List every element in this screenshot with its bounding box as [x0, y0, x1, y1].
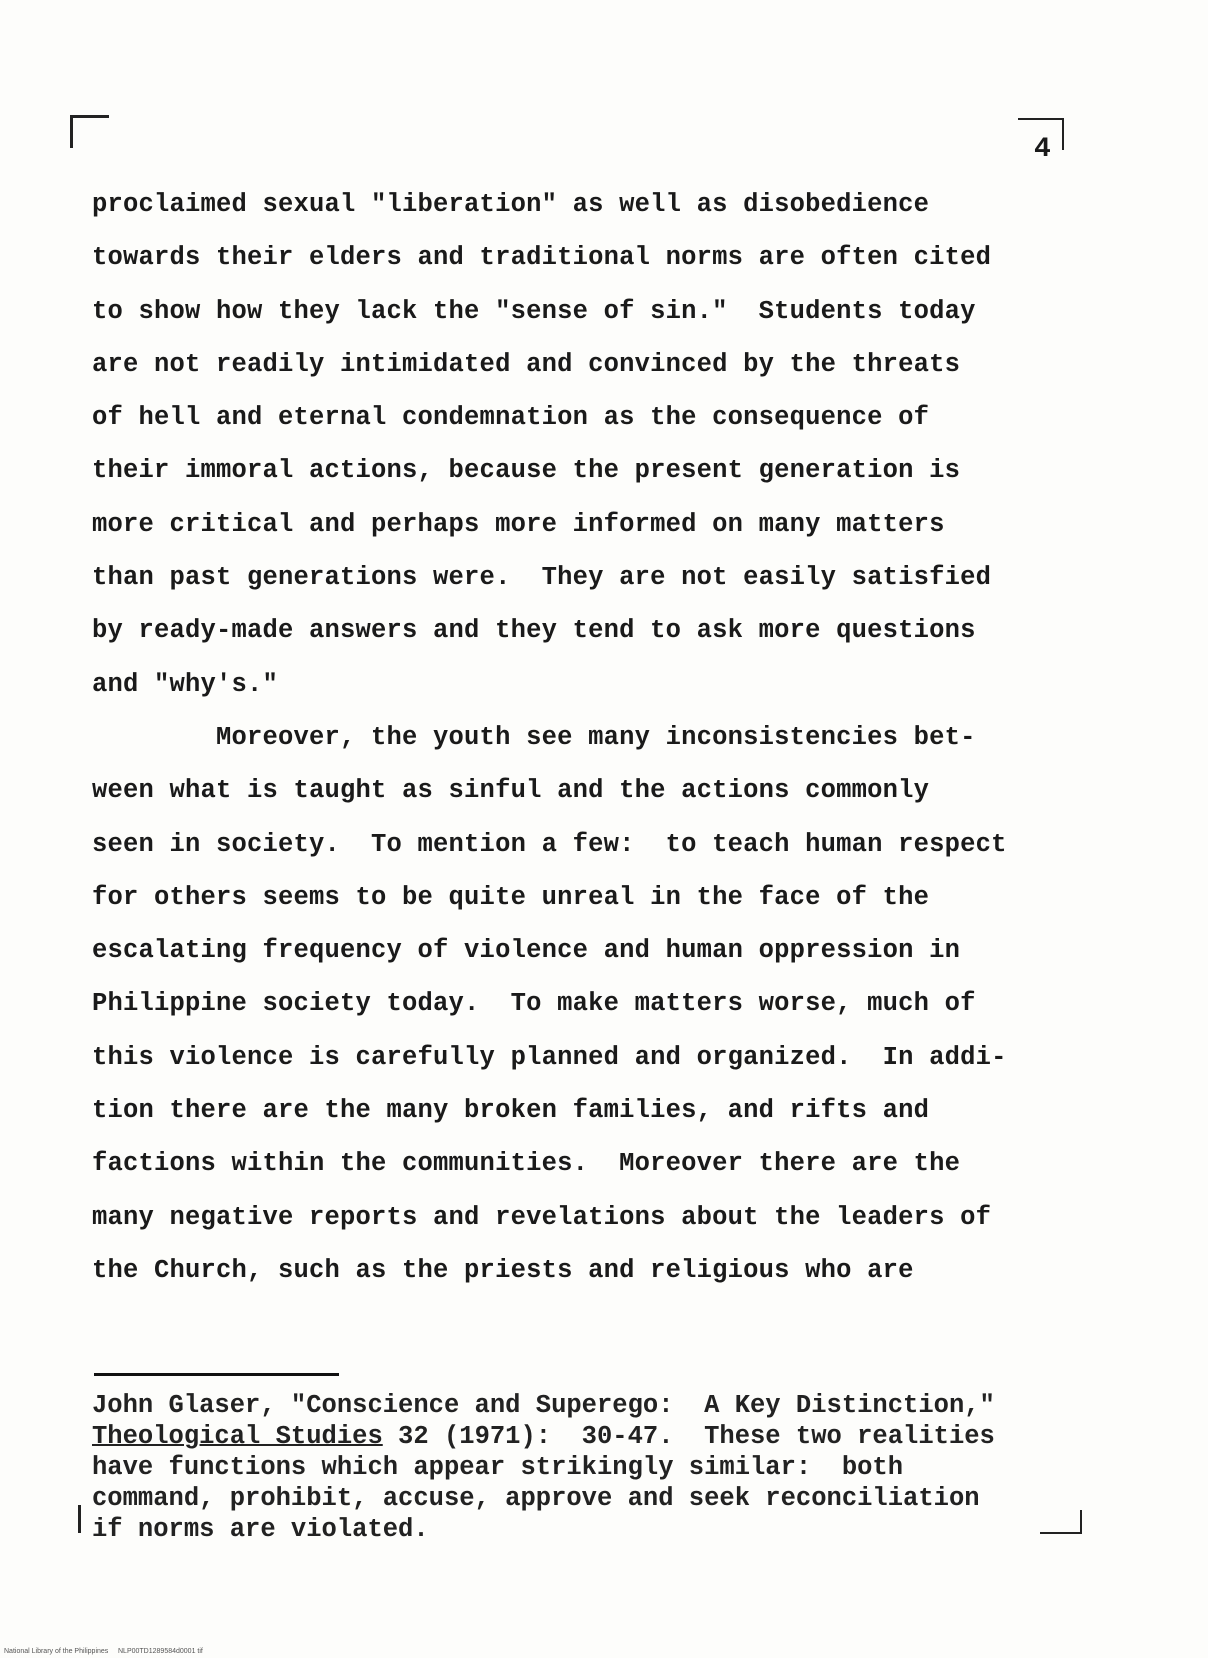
crop-mark-top-left: [70, 115, 109, 148]
body-line: towards their elders and traditional norms are often cited: [92, 243, 992, 273]
footnote-line: [92, 1421, 1092, 1452]
body-line: Moreover, the youth see many inconsistencies bet-: [92, 722, 976, 752]
footnote-line: John Glaser, "Conscience and Superego: A Key Distinction,": [92, 1391, 995, 1420]
body-line: are not readily intimidated and convinced by the threats: [92, 349, 961, 379]
page-number: 4: [1034, 134, 1051, 165]
body-line: of hell and eternal condemnation as the consequence of: [92, 403, 930, 433]
body-line: seen in society. To mention a few: to teach human respect: [92, 829, 1007, 859]
body-line: Philippine society today. To make matters worse, much of: [92, 989, 976, 1019]
body-line: this violence is carefully planned and organized. In addi-: [92, 1042, 1007, 1072]
footnote-citation: 32 (1971): 30-47. These two realities: [382, 1422, 995, 1451]
body-line: to show how they lack the "sense of sin." Students today: [92, 296, 976, 326]
body-line: many negative reports and revelations about the leaders of: [92, 1202, 992, 1232]
crop-mark-bottom-left: [78, 1505, 91, 1533]
body-line: and "why's.": [92, 669, 279, 699]
footnote-divider: [94, 1373, 339, 1376]
footnote-journal-title: Theological Studies: [92, 1422, 383, 1451]
body-text: [92, 178, 1092, 1297]
body-line: for others seems to be quite unreal in the face of the: [92, 882, 930, 912]
body-line: more critical and perhaps more informed on many matters: [92, 509, 945, 539]
body-line: tion there are the many broken families, and rifts and: [92, 1096, 930, 1126]
body-line: factions within the communities. Moreover there are the: [92, 1149, 961, 1179]
body-line: ween what is taught as sinful and the actions commonly: [92, 776, 930, 806]
footnote-line: command, prohibit, accuse, approve and seek reconciliation: [92, 1484, 980, 1513]
body-line: escalating frequency of violence and human oppression in: [92, 936, 961, 966]
body-line: their immoral actions, because the present generation is: [92, 456, 961, 486]
body-line: proclaimed sexual "liberation" as well as disobedience: [92, 190, 930, 219]
body-line: the Church, such as the priests and religious who are: [92, 1255, 914, 1285]
footnote-line: if norms are violated.: [92, 1515, 429, 1544]
body-line: than past generations were. They are not easily satisfied: [92, 563, 992, 593]
library-caption: National Library of the Philippines NLP00TD1289584d0001 tif: [4, 1648, 203, 1655]
body-line: by ready-made answers and they tend to ask more questions: [92, 616, 976, 646]
footnote-line: have functions which appear strikingly similar: both: [92, 1453, 904, 1482]
footnote: [92, 1390, 1092, 1545]
